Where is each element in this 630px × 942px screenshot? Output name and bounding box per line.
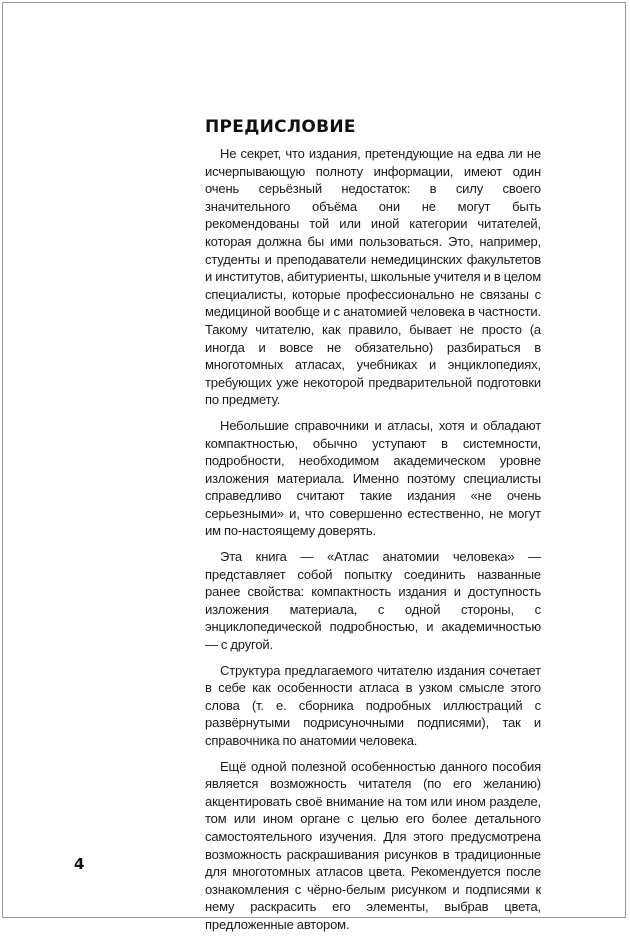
paragraph-1: Не секрет, что издания, претендующие на едва ли не исчерпывающую полноту информации, имеют один очень серьёзный недостаток: в силу своего значительного объёма они не могут быть рекомендованы той или иной категории читателей, которая должна бы ими пользоваться. Это, например, студенты и преподаватели немедицинских факультетов и институтов, абитуриенты, школьные учителя и в целом специалисты, которые профессионально не связаны с медициной вообще и с анатомией человека в частности. Такому читателю, как правило, бывает не просто (а иногда и вовсе не обязательно) разбираться в многотомных атласах, учебниках и энциклопедиях, требующих уже некоторой предварительной подготовки по предмету. — [205, 146, 541, 408]
book-page — [2, 2, 626, 932]
text-column — [205, 115, 541, 942]
paragraph-3: Эта книга — «Атлас анатомии человека» — представляет собой попытку соединить названные ранее свойства: компактность издания и доступность изложения материала, с одной стороны, с энциклопедической подробностью, и академичностью — с другой. — [205, 549, 541, 653]
paragraph-4: Структура предлагаемого читателю издания сочетает в себе как особенности атласа в узком смысле этого слова (т. е. сборника подробных иллюстраций с развёрнутыми подрисуночными подписями), так и справочника по анатомии человека. — [205, 662, 541, 748]
paragraph-2: Небольшие справочники и атласы, хотя и обладают компактностью, обычно уступают в системности, подробности, необходимом академическом уровне изложения материала. Именно поэтому специалисты справедливо считают такие издания «не очень серьезными» и, что совершенно естественно, не могут им по-настоящему доверять. — [205, 417, 541, 539]
page-number: 4 — [74, 855, 85, 873]
page-heading: ПРЕДИСЛОВИЕ — [205, 117, 356, 137]
paragraph-5: Ещё одной полезной особенностью данного пособия является возможность читателя (по его желанию) акцентировать своё внимание на том или ином разделе, том или ином органе с целью его более детального самостоятельного изучения. Для этого предусмотрена возможность раскрашивания рисунков в традиционные для многотомных атласов цвета. Рекомендуется после ознакомления с чёрно-белым рисунком и подписями к нему раскрасить его элементы, выбрав цвета, предложенные автором. — [205, 758, 541, 932]
